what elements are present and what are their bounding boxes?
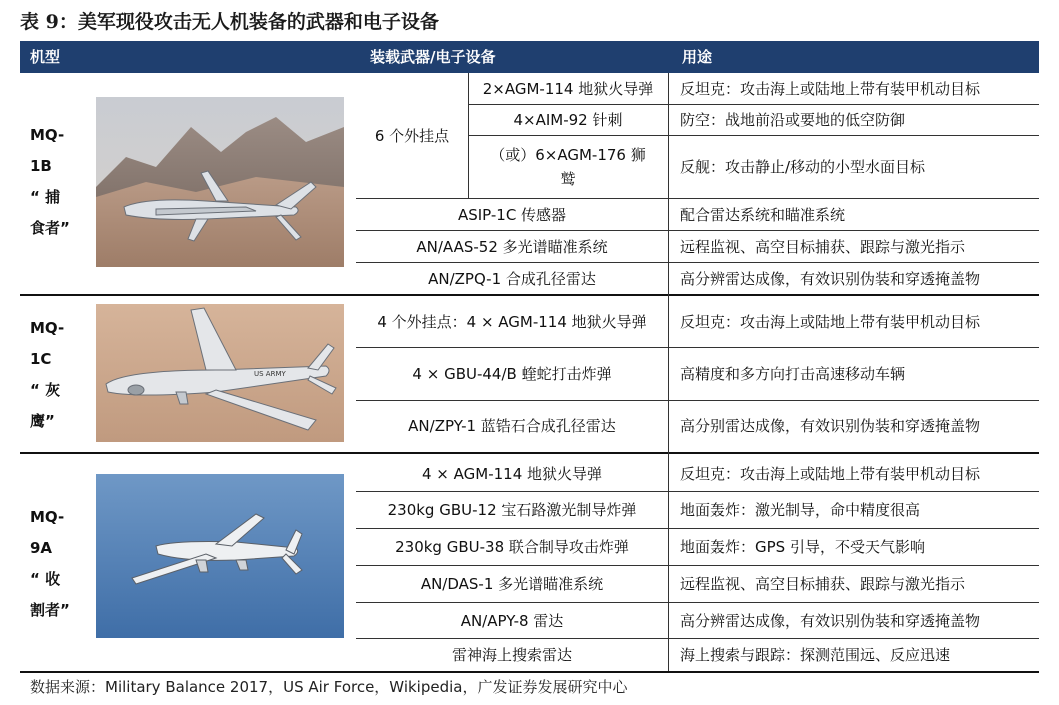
use-cell: 反坦克：攻击海上或陆地上带有装甲机动目标 [680, 79, 981, 98]
row-rule [468, 135, 1039, 136]
mq1c-photo [96, 304, 344, 442]
row-rule [356, 565, 1039, 566]
use-cell: 地面轰炸：激光制导，命中精度很高 [680, 501, 921, 519]
source-note: 数据来源：Military Balance 2017，US Air Force，Wikipedia，广发证券发展研究中心 [30, 678, 628, 696]
equip-cell: AN/APY-8 雷达 [460, 611, 564, 630]
row-rule [356, 602, 1039, 603]
equip-cell: 230kg GBU-12 宝石路激光制导炸弹 [387, 501, 637, 519]
row-rule [356, 638, 1039, 639]
equip-cell: AN/ZPQ-1 合成孔径雷达 [428, 269, 596, 288]
row-rule [468, 104, 1039, 105]
equip-cell: AN/DAS-1 多光谱瞄准系统 [420, 575, 604, 593]
use-cell: 防空：战地前沿或要地的低空防御 [680, 110, 906, 129]
use-cell: 反舰：攻击静止/移动的小型水面目标 [680, 157, 926, 176]
header-usage: 用途 [682, 48, 713, 66]
row-rule [356, 230, 1039, 231]
equip-cell: 4 × AGM-114 地狱火导弹 [421, 464, 603, 483]
row-rule [356, 400, 1039, 401]
model-mq9a: MQ- 9A “ 收 割者” [30, 508, 70, 619]
use-cell: 高分别雷达成像，有效识别伪装和穿透掩盖物 [680, 417, 981, 435]
row-rule [356, 491, 1039, 492]
use-cell: 高分辨雷达成像，有效识别伪装和穿透掩盖物 [680, 611, 981, 630]
equip-cell: AN/AAS-52 多光谱瞄准系统 [416, 237, 608, 256]
table-bottom-rule [20, 671, 1039, 673]
table-header [20, 41, 1039, 73]
model-mq1c: MQ- 1C “ 灰 鹰” [30, 319, 65, 430]
equip-cell: 4 × GBU-44/B 蝰蛇打击炸弹 [412, 365, 612, 383]
use-cell: 反坦克：攻击海上或陆地上带有装甲机动目标 [680, 313, 981, 331]
section-rule [20, 294, 1039, 296]
column-rule [668, 73, 669, 671]
column-rule [468, 73, 469, 198]
use-cell: 海上搜索与跟踪：探测范围远、反应迅速 [680, 646, 951, 664]
use-cell: 远程监视、高空目标捕获、跟踪与激光指示 [680, 575, 966, 593]
row-rule [356, 262, 1039, 263]
header-equipment: 装载武器/电子设备 [370, 48, 496, 66]
equip-cell: 4×AIM-92 针刺 [513, 110, 623, 129]
section-rule [20, 452, 1039, 454]
mq1b-photo [96, 97, 344, 267]
row-rule [356, 347, 1039, 348]
equip-cell: 2×AGM-114 地狱火导弹 [482, 79, 654, 98]
use-cell: 反坦克：攻击海上或陆地上带有装甲机动目标 [680, 464, 981, 483]
equip-cell: 230kg GBU-38 联合制导攻击炸弹 [395, 538, 629, 556]
equip-cell: ASIP-1C 传感器 [457, 205, 567, 224]
mq1b-pylons: 6 个外挂点 [374, 127, 450, 145]
equip-cell: AN/ZPY-1 蓝锆石合成孔径雷达 [408, 417, 616, 435]
table-title: 表 9：美军现役攻击无人机装备的武器和电子设备 [20, 11, 439, 33]
row-rule [356, 198, 1039, 199]
equip-cell: 雷神海上搜索雷达 [451, 646, 572, 664]
header-model: 机型 [30, 48, 61, 66]
equip-cell: （或）6×AGM-176 狮 鹫 [490, 145, 646, 188]
use-cell: 远程监视、高空目标捕获、跟踪与激光指示 [680, 237, 966, 256]
fuselage-marking: US ARMY [254, 370, 286, 378]
model-mq1b: MQ- 1B “ 捕 食者” [30, 126, 70, 237]
equip-cell: 4 个外挂点：4 × AGM-114 地狱火导弹 [377, 313, 647, 331]
row-rule [356, 528, 1039, 529]
use-cell: 配合雷达系统和瞄准系统 [680, 205, 846, 224]
use-cell: 高分辨雷达成像，有效识别伪装和穿透掩盖物 [680, 269, 981, 288]
use-cell: 地面轰炸：GPS 引导，不受天气影响 [680, 538, 925, 556]
mq9a-photo [96, 474, 344, 638]
use-cell: 高精度和多方向打击高速移动车辆 [680, 365, 906, 383]
